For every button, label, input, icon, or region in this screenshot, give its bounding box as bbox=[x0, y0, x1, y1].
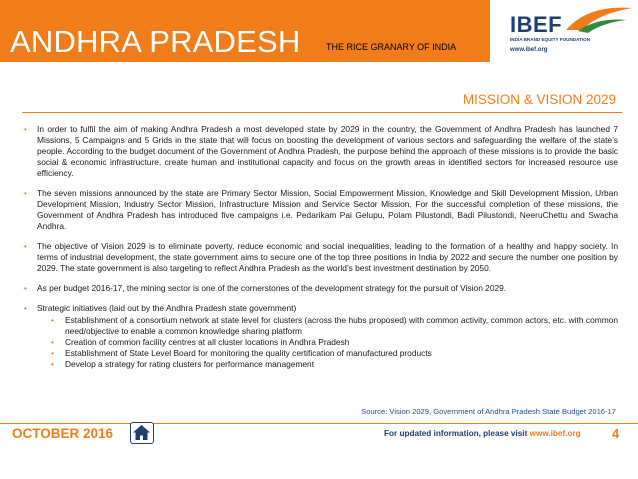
content-body bbox=[22, 124, 618, 379]
page-title: ANDHRA PRADESH bbox=[10, 24, 301, 59]
page-subtitle: THE RICE GRANARY OF INDIA bbox=[326, 42, 457, 52]
footer-info-text: For updated information, please visit bbox=[384, 429, 530, 438]
logo-wordmark: IBEF bbox=[510, 12, 563, 37]
home-button[interactable] bbox=[130, 422, 154, 444]
list-item: • Develop a strategy for rating clusters for performance management bbox=[37, 359, 618, 370]
top-divider bbox=[22, 112, 622, 113]
section-title: MISSION & VISION 2029 bbox=[462, 92, 616, 107]
list-item: • Establishment of State Level Board for monitoring the quality certification of manufactured products bbox=[37, 348, 618, 359]
bullet-strategic-initiatives bbox=[22, 303, 618, 370]
page-number: 4 bbox=[612, 426, 620, 441]
ibef-logo[interactable] bbox=[502, 0, 638, 62]
list-item: • Establishment of a consortium network at state level for clusters (across the hubs proposed) with common activity, common actors, etc. with common need/objective to enable a common knowledge sharing platform bbox=[37, 315, 618, 337]
strategic-heading: Strategic initiatives (laid out by the Andhra Pradesh state government) bbox=[37, 303, 297, 313]
bullet-missions-overview: • In order to fulfil the aim of making Andhra Pradesh a most developed state by 2029 in the country, the Government of Andhra Pradesh has launched 7 Missions, 5 Campaigns and 5 Grids in the state that will focus on boosting the development of various sectors and safeguarding the welfare of the state’s people. According to the budget document of the Government of Andhra Pradesh, the purpose behind the approach of these missions is to provide the basic social & economic infrastructure, create human and institutional capacity and focus on the growth areas in identified sectors for increased resource use efficiency. bbox=[22, 124, 618, 179]
home-icon bbox=[131, 423, 152, 442]
logo-url: www.ibef.org bbox=[510, 47, 548, 53]
strategic-list bbox=[37, 315, 618, 370]
bullet-vision-objective: • The objective of Vision 2029 is to eliminate poverty, reduce economic and social inequalities, leading to the formation of a healthy and happy society. In terms of industrial development, the state government aims to secure one of the top three positions in India by 2022 and secure the number one position by 2029. The state government is also targeting to reflect Andhra Pradesh as the world’s best investment destination by 2050. bbox=[22, 241, 618, 274]
bullet-mining-sector: • As per budget 2016-17, the mining sector is one of the cornerstones of the development strategy for the pursuit of Vision 2029. bbox=[22, 283, 618, 294]
footer-info bbox=[384, 429, 581, 438]
source-note: Source: Vision 2029, Government of Andhra Pradesh State Budget 2016-17 bbox=[361, 407, 616, 416]
logo-tagline: INDIA BRAND EQUITY FOUNDATION bbox=[510, 37, 591, 42]
list-item: • Creation of common facility centres at all cluster locations in Andhra Pradesh bbox=[37, 337, 618, 348]
footer-divider bbox=[0, 423, 638, 424]
footer-url-link[interactable]: www.ibef.org bbox=[529, 429, 581, 438]
footer-date: OCTOBER 2016 bbox=[12, 426, 114, 441]
bullet-seven-missions: • The seven missions announced by the state are Primary Sector Mission, Social Empowerment Mission, Knowledge and Skill Development Mission, Urban Development Mission, Industry Sector Mission, Infrastructure Mission and Service Sector Mission. For the successful completion of these missions, the Government of Andhra Pradesh has introduced five campaigns i.e. Pedarikam Pai Gelupu, Polam Pilustondi, Badi Pilustondi, NeeruChettu and Swacha Andhra. bbox=[22, 188, 618, 232]
ibef-bird-logo-icon bbox=[564, 4, 634, 34]
